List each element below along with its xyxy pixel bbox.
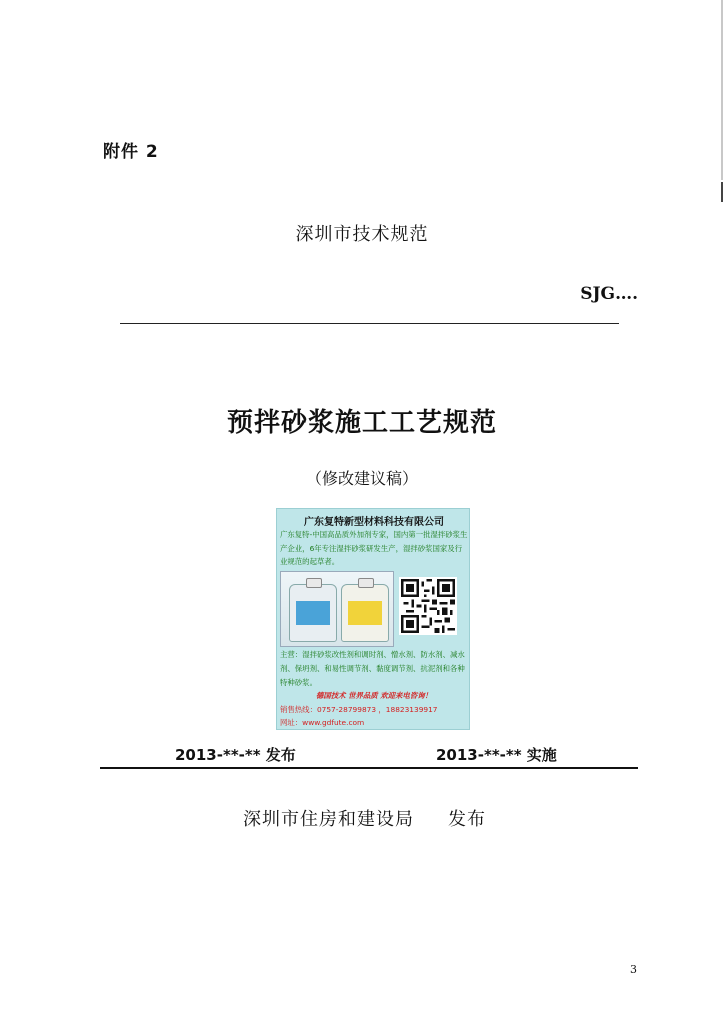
issuer-title: 深圳市技术规范	[295, 224, 429, 245]
ad-company-name: 广东复特新型材料科技有限公司	[304, 517, 444, 528]
publish-word: 发布	[448, 809, 486, 830]
publishing-authority	[243, 805, 486, 831]
document-title: 预拌砂浆施工工艺规范	[226, 408, 497, 438]
ad-website: 网址：www.gdfute.com	[280, 718, 365, 727]
ad-products-text: 主营：湿拌砂浆改性剂和调时剂、憎水剂、防水剂、减水剂、保坍剂、和易性调节剂、黏度调节剂、抗泥剂和各种特种砂浆。	[280, 650, 465, 687]
product-bottles-photo	[280, 571, 394, 647]
standard-code: SJG….	[580, 284, 638, 304]
ad-intro-text: 广东复特-中国高品质外加剂专家，国内第一批湿拌砂浆生产企业，6年专注湿拌砂浆研发生产，湿拌砂浆国家及行业规范的起草者。	[280, 530, 468, 566]
qr-code-icon	[399, 577, 457, 635]
issue-date: 2013-**-** 发布	[175, 746, 296, 764]
page-edge-mark	[721, 182, 723, 202]
authority-name: 深圳市住房和建设局	[243, 809, 414, 830]
footer-divider	[100, 767, 638, 769]
page-number: 3	[630, 963, 637, 976]
document-subtitle: （修改建议稿）	[305, 469, 418, 488]
bottle-icon	[289, 584, 337, 642]
ad-hotline: 销售热线：0757-28799873 ，18823139917	[280, 705, 438, 714]
page-edge-mark	[721, 0, 723, 180]
bottle-icon	[341, 584, 389, 642]
header-divider	[120, 323, 619, 324]
advertisement-image	[276, 508, 470, 730]
implement-date: 2013-**-** 实施	[436, 746, 557, 764]
ad-slogan: 德国技术 世界品质 欢迎来电咨询！	[315, 691, 432, 700]
attachment-label: 附件 2	[103, 142, 159, 162]
